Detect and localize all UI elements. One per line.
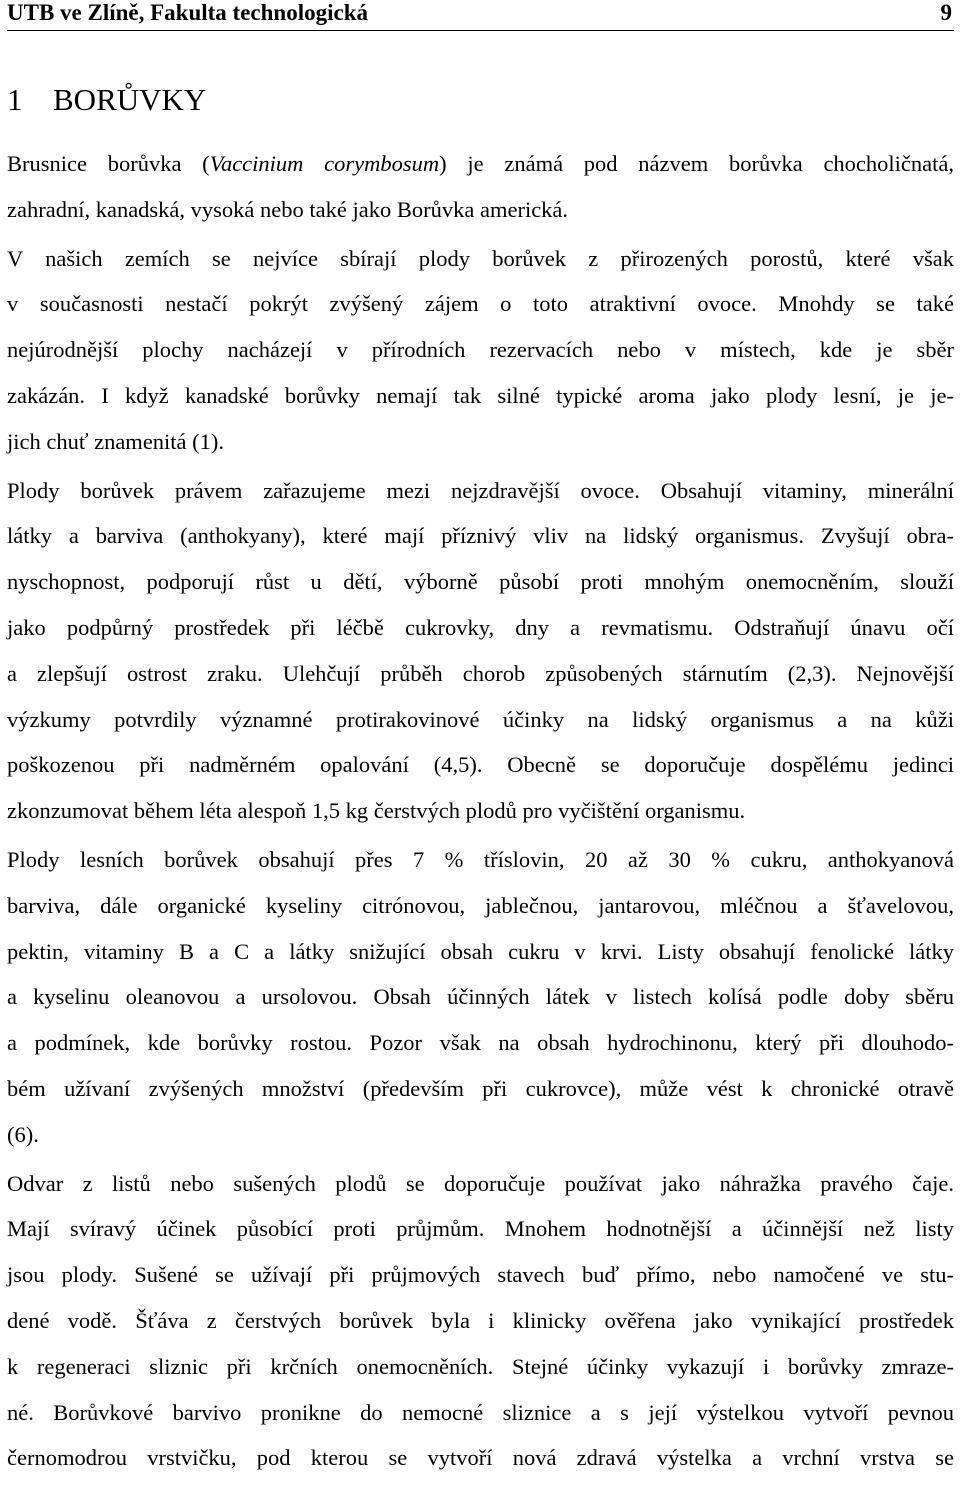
chapter-number: 1: [7, 82, 23, 117]
chapter-heading: [7, 80, 206, 120]
text-line: zakázán. I když kanadské borůvky nemají tak silné typické aroma jako plody lesní, je je-: [7, 382, 954, 408]
text-line: výzkumy potvrdily významné protirakovinové účinky na lidský organismus a na kůži: [7, 706, 954, 732]
text-line: pektin, vitaminy B a C a látky snižující obsah cukru v krvi. Listy obsahují fenolické látky: [7, 938, 954, 964]
page-number: 9: [940, 0, 952, 25]
text-line: nejúrodnější plochy nacházejí v přírodních rezervacích nebo v místech, kde je sběr: [7, 337, 954, 363]
text-line: a podmínek, kde borůvky rostou. Pozor však na obsah hydrochinonu, který při dlouhodo-: [7, 1030, 954, 1056]
text-line: (6).: [7, 1121, 39, 1147]
text-line: dené vodě. Šťáva z čerstvých borůvek byla i klinicky ověřena jako vynikající prostředek: [7, 1307, 954, 1333]
text-line: né. Borůvkové barvivo pronikne do nemocné sliznice a s její výstelkou vytvoří pevnou: [7, 1399, 954, 1425]
text-line: jsou plody. Sušené se užívají při průjmových stavech buď přímo, nebo namočené ve stu-: [7, 1262, 954, 1288]
text-line: V našich zemích se nejvíce sbírají plody borůvek z přirozených porostů, které však: [7, 245, 954, 271]
paragraph: [7, 141, 954, 233]
chapter-title: BORŮVKY: [53, 82, 207, 117]
text-line: k regeneraci sliznic při krčních onemocněních. Stejné účinky vykazují i borůvky zmraze-: [7, 1353, 954, 1379]
text-line: zahradní, kanadská, vysoká nebo také jako Borůvka americká.: [7, 196, 569, 222]
text-line: Brusnice borůvka (Vaccinium corymbosum) je známá pod názvem borůvka chocholičnatá,: [7, 151, 955, 176]
text-line: a kyselinu oleanovou a ursolovou. Obsah účinných látek v listech kolísá podle doby sběru: [7, 984, 954, 1010]
paragraph: [7, 468, 954, 834]
text-line: a zlepšují ostrost zraku. Ulehčují průběh chorob způsobených stárnutím (2,3). Nejnovější: [7, 660, 954, 686]
text-line: bém užívaní zvýšených množství (především při cukrovce), může vést k chronické otravě: [7, 1075, 954, 1101]
text-line: Plody lesních borůvek obsahují přes 7 % tříslovin, 20 až 30 % cukru, anthokyanová: [7, 846, 954, 872]
paragraph: [7, 236, 954, 465]
text-line: v současnosti nestačí pokrýt zvýšený zájem o toto atraktivní ovoce. Mnohdy se také: [7, 291, 954, 317]
text-line: nyschopnost, podporují růst u dětí, výborně působí proti mnohým onemocněním, slouží: [7, 569, 954, 595]
text-line: Odvar z listů nebo sušených plodů se doporučuje používat jako náhražka pravého čaje.: [7, 1170, 954, 1196]
header-title: UTB ve Zlíně, Fakulta technologická: [7, 0, 368, 25]
text-line: látky a barviva (anthokyany), které mají příznivý vliv na lidský organismus. Zvyšují obra-: [7, 523, 954, 549]
text-line: černomodrou vrstvičku, pod kterou se vytvoří nová zdravá výstelka a vrchní vrstva se: [7, 1445, 954, 1471]
text-line: jich chuť znamenitá (1).: [7, 428, 225, 454]
text-line: jako podpůrný prostředek při léčbě cukrovky, dny a revmatismu. Odstraňují únavu očí: [7, 614, 954, 640]
paragraph: [7, 1161, 954, 1482]
text-line: Plody borůvek právem zařazujeme mezi nejzdravější ovoce. Obsahují vitaminy, minerální: [7, 477, 954, 503]
text-line: Mají svíravý účinek působící proti průjmům. Mnohem hodnotnější a účinnější než listy: [7, 1216, 954, 1242]
text-line: zkonzumovat během léta alespoň 1,5 kg čerstvých plodů pro vyčištění organismu.: [7, 798, 746, 824]
paragraph: [7, 837, 954, 1158]
running-header: [7, 0, 954, 31]
text-line: barviva, dále organické kyseliny citrónovou, jablečnou, jantarovou, mléčnou a šťavelovou,: [7, 892, 954, 918]
text-line: poškozenou při nadměrném opalování (4,5). Obecně se doporučuje dospělému jedinci: [7, 752, 954, 778]
body-text: [7, 141, 954, 1484]
